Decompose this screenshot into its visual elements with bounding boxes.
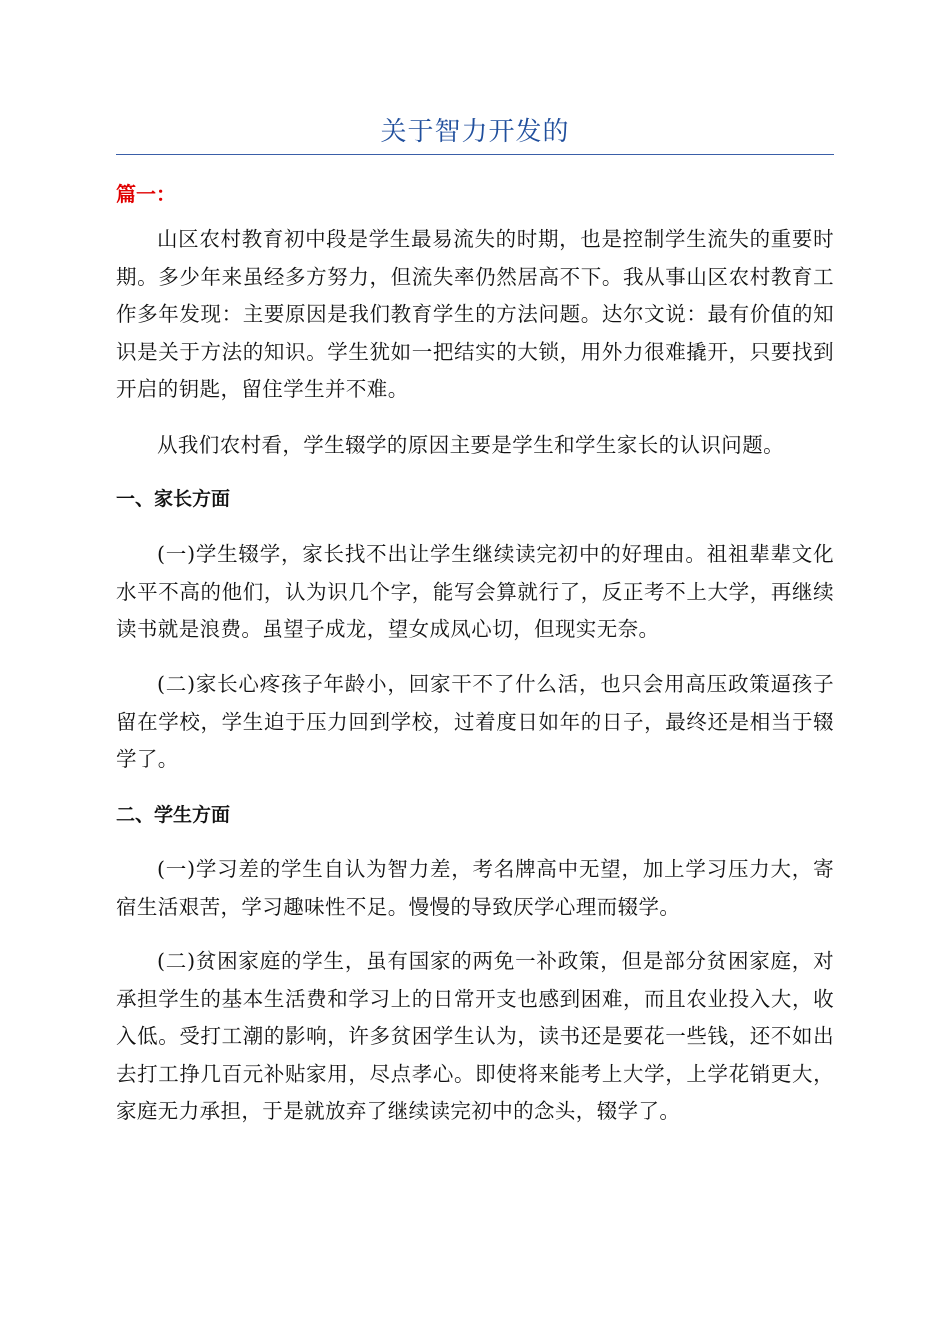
paragraph-cause-summary: 从我们农村看，学生辍学的原因主要是学生和学生家长的认识问题。 xyxy=(157,433,784,457)
heading-students: 二、学生方面 xyxy=(116,804,231,826)
paragraph-students-2: (二)贫困家庭的学生，虽有国家的两免一补政策，但是部分贫困家庭，对承担学生的基本生活费和学习上的日常开支也感到困难，而且农业投入大，收入低。受打工潮的影响，许多贫困学生认为，读书还是要花一些钱，还不如出去打工挣几百元补贴家用，尽点孝心。即使将来能考上大学，上学花销更大，家庭无力承担，于是就放弃了继续读完初中的念头，辍学了。 xyxy=(116,949,834,1123)
paragraph-parents-1: (一)学生辍学，家长找不出让学生继续读完初中的好理由。祖祖辈辈文化水平不高的他们，认为识几个字，能写会算就行了，反正考不上大学，再继续读书就是浪费。虽望子成龙，望女成凤心切，但现实无奈。 xyxy=(116,542,834,641)
paragraph-intro: 山区农村教育初中段是学生最易流失的时期，也是控制学生流失的重要时期。多少年来虽经多方努力，但流失率仍然居高不下。我从事山区农村教育工作多年发现：主要原因是我们教育学生的方法问题。达尔文说：最有价值的知识是关于方法的知识。学生犹如一把结实的大锁，用外力很难撬开，只要找到开启的钥匙，留住学生并不难。 xyxy=(116,227,834,401)
paragraph-students-1: (一)学习差的学生自认为智力差，考名牌高中无望，加上学习压力大，寄宿生活艰苦，学习趣味性不足。慢慢的导致厌学心理而辍学。 xyxy=(116,857,834,919)
document-title: 关于智力开发的 xyxy=(380,117,570,147)
title-underline-rule xyxy=(116,154,834,155)
section-label: 篇一： xyxy=(116,182,176,206)
paragraph-parents-2: (二)家长心疼孩子年龄小，回家干不了什么活，也只会用高压政策逼孩子留在学校，学生迫于压力回到学校，过着度日如年的日子，最终还是相当于辍学了。 xyxy=(116,672,834,771)
heading-parents: 一、家长方面 xyxy=(116,488,231,510)
